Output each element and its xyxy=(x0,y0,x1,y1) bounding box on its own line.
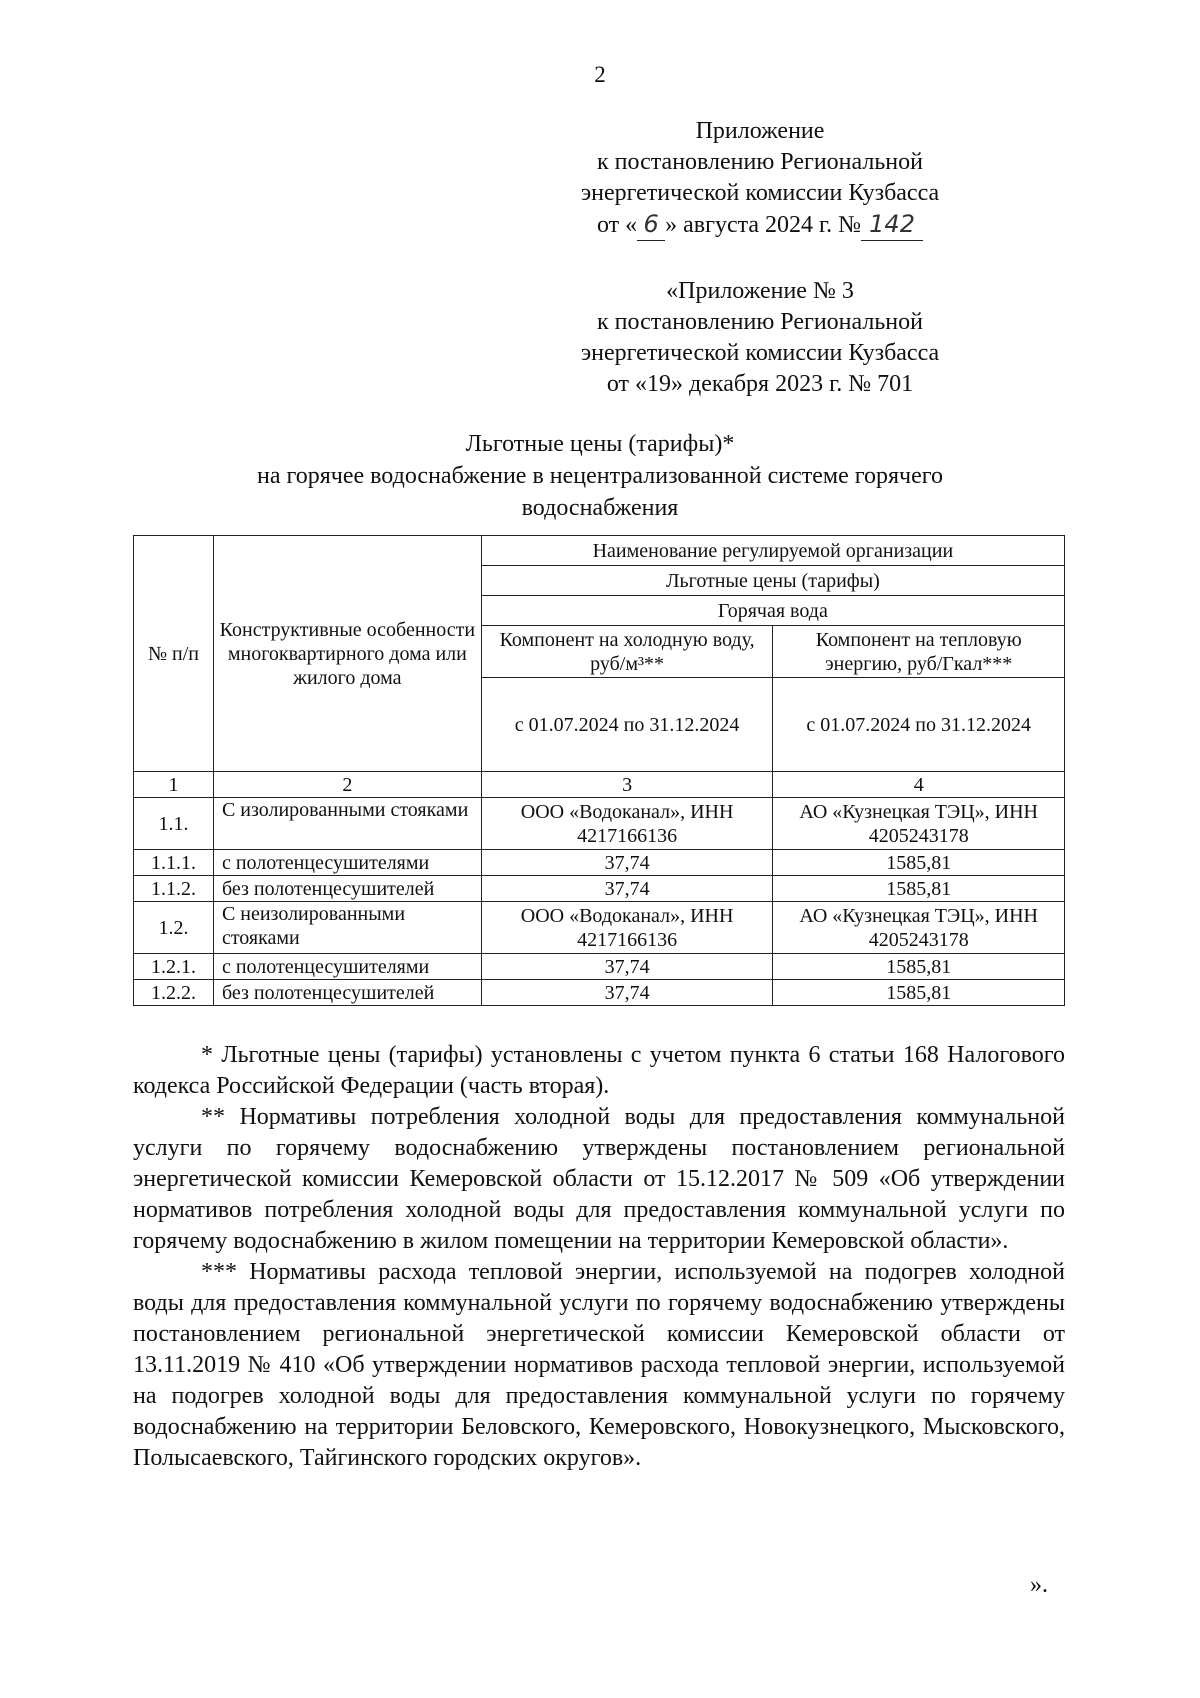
row-num: 1.1.1. xyxy=(134,850,214,876)
footnote-single-asterisk: * Льготные цены (тарифы) установлены с учетом пункта 6 статьи 168 Налогового кодекса Российской Федерации (часть вторая). xyxy=(133,1042,1065,1099)
heat-energy-price: 1585,81 xyxy=(773,876,1065,902)
heat-energy-price: 1585,81 xyxy=(773,850,1065,876)
header-period-heat: с 01.07.2024 по 31.12.2024 xyxy=(773,678,1065,772)
cold-water-price: 37,74 xyxy=(481,876,773,902)
group-label: С неизолированными стояками xyxy=(213,902,481,954)
column-number: 4 xyxy=(773,772,1065,798)
group-num: 1.1. xyxy=(134,798,214,850)
header-hot-water: Горячая вода xyxy=(481,596,1064,626)
cold-water-price: 37,74 xyxy=(481,954,773,980)
row-num: 1.1.2. xyxy=(134,876,214,902)
header-prices: Льготные цены (тарифы) xyxy=(481,566,1064,596)
closing-quote: ». xyxy=(1030,1572,1048,1598)
row-num: 1.2.1. xyxy=(134,954,214,980)
appendix-line: энергетической комиссии Кузбасса xyxy=(580,340,940,366)
group-num: 1.2. xyxy=(134,902,214,954)
header-cold-component: Компонент на холодную воду, руб/м³** xyxy=(481,626,773,678)
column-number: 3 xyxy=(481,772,773,798)
date-middle: » августа 2024 г. № xyxy=(665,212,862,238)
tariff-table xyxy=(133,535,1065,1006)
row-label: без полотенцесушителей xyxy=(213,876,481,902)
appendix-line: энергетической комиссии Кузбасса xyxy=(580,180,940,206)
appendix-date-line xyxy=(550,209,970,241)
row-label: без полотенцесушителей xyxy=(213,980,481,1006)
title-line: водоснабжения xyxy=(521,495,679,521)
date-prefix: от « xyxy=(596,212,638,238)
column-number: 1 xyxy=(134,772,214,798)
heat-energy-price: 1585,81 xyxy=(773,954,1065,980)
header-num: № п/п xyxy=(134,536,214,772)
title-line: Льготные цены (тарифы)* xyxy=(465,431,735,457)
appendix-header-current xyxy=(550,116,970,241)
footnote-double-asterisk: ** Нормативы потребления холодной воды для предоставления коммунальной услуги по горячему водоснабжению утверждены постановлением региональной энергетической комиссии Кемеровской области от 15.12.2017 № 509 «Об утверждении нормативов потребления холодной воды для предоставления коммунальной услуги по горячему водоснабжению в жилом помещении на территории Кемеровской области». xyxy=(133,1104,1065,1254)
header-features: Конструктивные особенности многоквартирного дома или жилого дома xyxy=(213,536,481,772)
page-number: 2 xyxy=(594,62,606,87)
header-period-cold: с 01.07.2024 по 31.12.2024 xyxy=(481,678,773,772)
row-label: с полотенцесушителями xyxy=(213,954,481,980)
heat-energy-price: 1585,81 xyxy=(773,980,1065,1006)
footnote-triple-asterisk: *** Нормативы расхода тепловой энергии, используемой на подогрев холодной воды для предоставления коммунальной услуги по горячему водоснабжению утверждены постановлением региональной энергетической комиссии Кемеровской области от 13.11.2019 № 410 «Об утверждении нормативов расхода тепловой энергии, используемой на подогрев холодной воды для предоставления коммунальной услуги по горячему водоснабжению на территории Беловского, Кемеровского, Новокузнецкого, Мысковского, Полысаевского, Тайгинского городских округов». xyxy=(133,1259,1065,1471)
cold-water-org: ООО «Водоканал», ИНН 4217166136 xyxy=(481,902,773,954)
group-label: С изолированными стояками xyxy=(213,798,481,850)
row-num: 1.2.2. xyxy=(134,980,214,1006)
header-heat-component: Компонент на тепловую энергию, руб/Гкал*** xyxy=(773,626,1065,678)
cold-water-org: ООО «Водоканал», ИНН 4217166136 xyxy=(481,798,773,850)
appendix-line: к постановлению Региональной xyxy=(597,149,923,175)
document-title xyxy=(160,428,1040,524)
cold-water-price: 37,74 xyxy=(481,850,773,876)
heat-energy-org: АО «Кузнецкая ТЭЦ», ИНН 4205243178 xyxy=(773,798,1065,850)
appendix-header-original xyxy=(550,276,970,400)
column-number: 2 xyxy=(213,772,481,798)
title-line: на горячее водоснабжение в нецентрализованной системе горячего xyxy=(256,463,943,489)
heat-energy-org: АО «Кузнецкая ТЭЦ», ИНН 4205243178 xyxy=(773,902,1065,954)
row-label: с полотенцесушителями xyxy=(213,850,481,876)
appendix-line: «Приложение № 3 xyxy=(666,278,854,304)
appendix-line: к постановлению Региональной xyxy=(597,309,923,335)
appendix-line: Приложение xyxy=(695,118,825,144)
header-org: Наименование регулируемой организации xyxy=(481,536,1064,566)
appendix-line: от «19» декабря 2023 г. № 701 xyxy=(606,371,914,397)
cold-water-price: 37,74 xyxy=(481,980,773,1006)
handwritten-day: 6 xyxy=(637,209,665,241)
handwritten-number: 142 xyxy=(861,209,923,241)
footnotes xyxy=(133,1040,1065,1474)
